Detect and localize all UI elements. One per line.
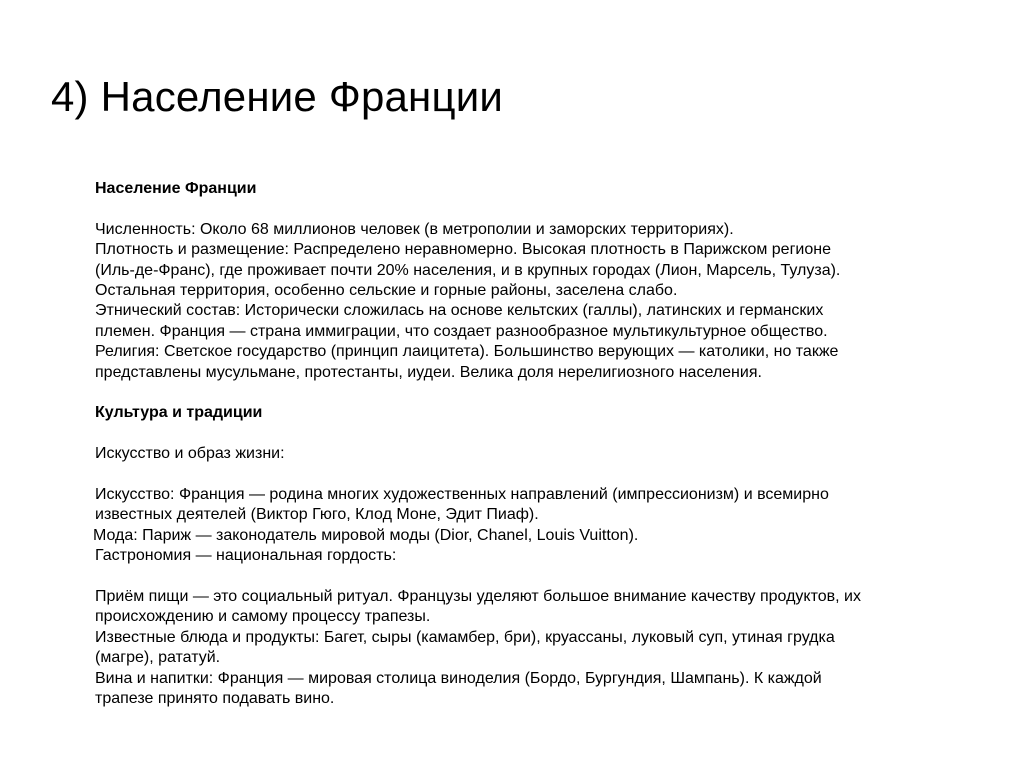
paragraph-line: трапезе принято подавать вино.	[95, 690, 335, 708]
paragraph-line: Мода: Париж — законодатель мировой моды (Dior, Chanel, Louis Vuitton).	[93, 526, 639, 544]
paragraph-line: представлены мусульмане, протестанты, иудеи. Велика доля нерелигиозного населения.	[95, 363, 762, 381]
slide-title: 4) Население Франции	[51, 73, 504, 120]
section-heading-culture: Культура и традиции	[95, 404, 263, 422]
paragraph-line: Приём пищи — это социальный ритуал. Французы уделяют большое внимание качеству продуктов, их	[95, 588, 861, 606]
paragraph-line: Плотность и размещение: Распределено неравномерно. Высокая плотность в Парижском регионе	[95, 241, 831, 259]
paragraph-line: Известные блюда и продукты: Багет, сыры (камамбер, бри), круассаны, луковый суп, утиная грудка	[95, 628, 835, 646]
spacer	[95, 424, 995, 444]
slide-body	[95, 179, 995, 709]
spacer	[95, 465, 995, 485]
section-heading-population: Население Франции	[95, 180, 257, 197]
spacer	[95, 567, 995, 587]
paragraph-line: Искусство: Франция — родина многих художественных направлений (импрессионизм) и всемирно	[95, 486, 829, 504]
subsection-intro: Искусство и образ жизни:	[95, 445, 285, 463]
paragraph-line: (магре), рататуй.	[95, 649, 221, 667]
paragraph-line: племен. Франция — страна иммиграции, что создает разнообразное мультикультурное общество.	[95, 322, 828, 340]
spacer	[95, 383, 995, 403]
paragraph-line: Этнический состав: Исторически сложилась на основе кельтских (галлы), латинских и германских	[95, 302, 824, 320]
paragraph-line: Вина и напитки: Франция — мировая столица виноделия (Бордо, Бургундия, Шампань). К каждой	[95, 669, 822, 687]
spacer	[95, 199, 995, 219]
paragraph-line: Остальная территория, особенно сельские и горные районы, заселена слабо.	[95, 282, 678, 300]
paragraph-line: Гастрономия — национальная гордость:	[95, 547, 397, 565]
paragraph-line: (Иль-де-Франс), где проживает почти 20% населения, и в крупных городах (Лион, Марсель, Тулуза).	[95, 261, 841, 279]
paragraph-line: Религия: Светское государство (принцип лаицитета). Большинство верующих — католики, но также	[95, 343, 839, 361]
paragraph-line: известных деятелей (Виктор Гюго, Клод Моне, Эдит Пиаф).	[95, 506, 539, 524]
paragraph-line: Численность: Около 68 миллионов человек (в метрополии и заморских территориях).	[95, 220, 734, 238]
paragraph-line: происхождению и самому процессу трапезы.	[95, 608, 431, 626]
